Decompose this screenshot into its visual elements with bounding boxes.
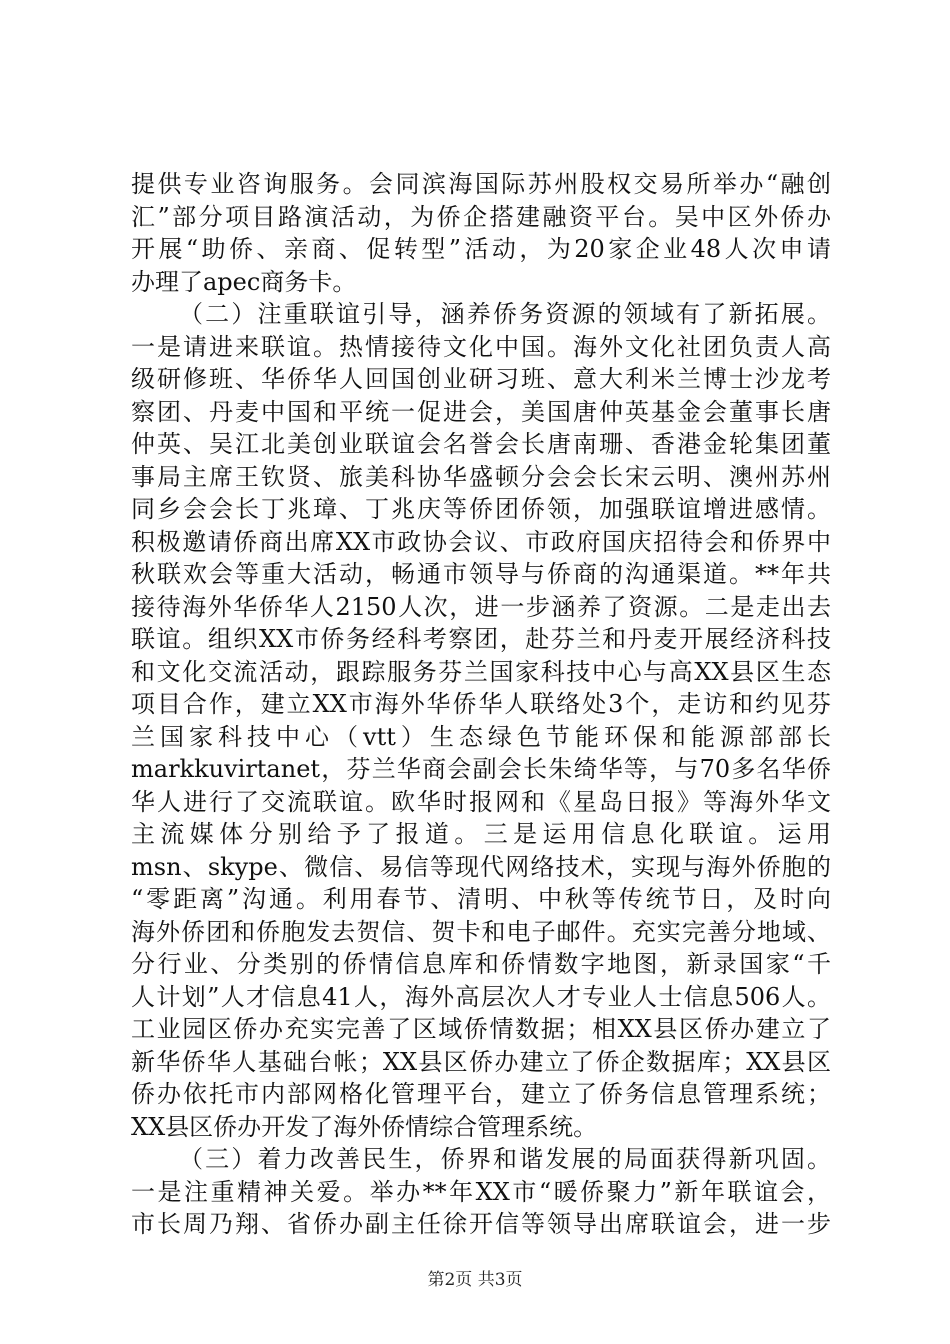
text-line: 一是注重精神关爱。举办**年XX市“暖侨聚力”新年联谊会， (131, 1177, 831, 1206)
text-line: 新华侨华人基础台帐；XX县区侨办建立了侨企数据库；XX县区 (131, 1047, 831, 1076)
text-line: 主流媒体分别给予了报道。三是运用信息化联谊。运用 (131, 820, 831, 848)
text-line: 察团、丹麦中国和平统一促进会，美国唐仲英基金会董事长唐 (131, 397, 831, 426)
text-line: markkuvirtanet，芬兰华商会副会长朱绮华等，与70多名华侨 (131, 755, 831, 783)
text-line: 华人进行了交流联谊。欧华时报网和《星岛日报》等海外华文 (131, 787, 831, 816)
text-line: 提供专业咨询服务。会同滨海国际苏州股权交易所举办“融创 (131, 170, 831, 198)
text-line: 接待海外华侨华人2150人次，进一步涵养了资源。二是走出去 (131, 592, 831, 621)
text-line: 兰国家科技中心（vtt）生态绿色节能环保和能源部部长 (131, 722, 831, 751)
text-line: 办理了apec商务卡。 (131, 267, 357, 296)
text-line: （二）注重联谊引导，涵养侨务资源的领域有了新拓展。 (179, 300, 831, 328)
text-line: （三）着力改善民生，侨界和谐发展的局面获得新巩固。 (179, 1145, 831, 1173)
text-line: “零距离”沟通。利用春节、清明、中秋等传统节日，及时向 (131, 885, 831, 913)
text-line: 海外侨团和侨胞发去贺信、贺卡和电子邮件。充实完善分地域、 (131, 917, 831, 946)
page-footer: 第2页 共3页 (427, 1270, 523, 1290)
text-line: 仲英、吴江北美创业联谊会名誉会长唐南珊、香港金轮集团董 (131, 430, 831, 458)
text-line: 工业园区侨办充实完善了区域侨情数据；相XX县区侨办建立了 (131, 1015, 831, 1043)
text-line: 开展“助侨、亲商、促转型”活动，为20家企业48人次申请 (131, 235, 831, 263)
text-line: 级研修班、华侨华人回国创业研习班、意大利米兰博士沙龙考 (131, 365, 831, 393)
text-line: 事局主席王钦贤、旅美科协华盛顿分会会长宋云明、澳州苏州 (131, 462, 831, 491)
text-line: 分行业、分类别的侨情信息库和侨情数字地图，新录国家“千 (131, 950, 831, 978)
text-line: 一是请进来联谊。热情接待文化中国。海外文化社团负责人高 (131, 332, 831, 361)
body-text (131, 168, 831, 1241)
text-line: 积极邀请侨商出席XX市政协会议、市政府国庆招待会和侨界中 (131, 527, 831, 556)
text-line: 秋联欢会等重大活动，畅通市领导与侨商的沟通渠道。**年共 (131, 560, 831, 588)
text-line: 同乡会会长丁兆璋、丁兆庆等侨团侨领，加强联谊增进感情。 (131, 495, 831, 523)
text-line: 人计划”人才信息41人，海外高层次人才专业人士信息506人。 (131, 982, 831, 1011)
text-line: 联谊。组织XX市侨务经科考察团，赴芬兰和丹麦开展经济科技 (131, 625, 831, 653)
text-line: 侨办依托市内部网格化管理平台，建立了侨务信息管理系统； (131, 1080, 831, 1108)
text-line: 市长周乃翔、省侨办副主任徐开信等领导出席联谊会，进一步 (131, 1210, 831, 1238)
text-line: XX县区侨办开发了海外侨情综合管理系统。 (131, 1112, 598, 1141)
text-line: msn、skype、微信、易信等现代网络技术，实现与海外侨胞的 (131, 852, 831, 881)
text-line: 项目合作，建立XX市海外华侨华人联络处3个，走访和约见芬 (131, 690, 831, 718)
text-line: 汇”部分项目路演活动，为侨企搭建融资平台。吴中区外侨办 (131, 202, 831, 231)
text-line: 和文化交流活动，跟踪服务芬兰国家科技中心与高XX县区生态 (131, 657, 831, 686)
